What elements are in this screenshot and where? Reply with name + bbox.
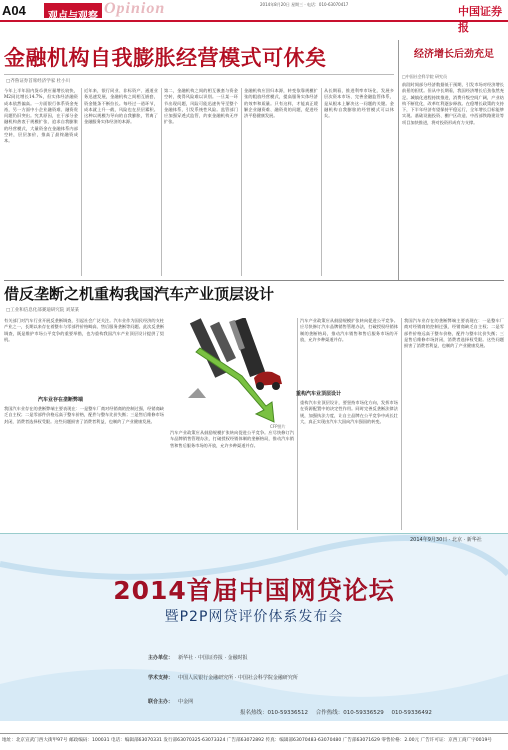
divider [4,280,504,281]
column-divider [81,88,82,276]
column-divider [401,318,402,530]
forum-advertisement [0,533,508,720]
sidebar-headline: 经济增长后劲充足 [414,49,494,60]
column-divider [241,88,242,276]
article-column: 汽车产业政策应从鼓励规模扩张转向促进公平竞争。应尽快修订汽车品牌销售管理办法，打破授权经销体制的垄断格局，推动汽车销售和售后服务市场的开放，允许多种渠道并存。 [300,318,398,342]
byline: □齐鲁证券首席经济学家 杜小川 [6,79,71,84]
byline: □工业和信息化部赛迪研究院 刘某某 [6,308,80,313]
article-column: 从长期看，推进利率市场化、发展多层次资本市场、完善金融监管体系，是从根本上解决这一问题的关键。金融机构自我膨胀的经营模式可以休矣。 [324,88,394,119]
newspaper-logo: 中国证券报 [458,5,502,34]
ad-row-label: 学术支持： [148,675,174,681]
article-column: 有关部门对汽车行业开展反垄断调查，引起社会广泛关注。汽车业作为国民经济的支柱产业之一，长期以来存在着整车与零部件价格畸高、售后服务垄断等问题。此次反垄断调查，既是维护市场公平竞争的重要举措，也为重构我国汽车产业顶层设计提供了契机。 [4,318,164,342]
illustration [168,318,296,426]
subhead: 重构汽车业顶层设计 [296,391,342,397]
column-divider [161,88,162,276]
ad-row-text: 新华社 · 中国证券报 · 金融时报 [178,655,248,661]
ad-row-text: 中金网 [178,699,194,705]
ad-date: 2014年9月30日 · 北京 · 新华社 [410,537,482,543]
sidebar-body: 前段时间部分经济数据低于预期，引发市场对经济增长前景的担忧。但从中长期看，我国经济增长后劲依然充足。城镇化进程持续推进，消费升级空间广阔，产业结构不断优化，改革红利逐步释放。在稳增长政策的支持下，下半年经济有望保持平稳运行，全年增长目标能够实现。基础设施投资、棚户区改造、中西部铁路建设等项目加快推进，将对投资形成有力支撑。 [402,82,504,125]
ad-row-label: 联合主办： [148,699,174,705]
sidebar-divider [398,40,399,280]
article-column: 今年上半年国内货币供应量增长较快，M2同比增长14.7%，但实体经济融资成本依然偏高。一方面银行体系资金充裕，另一方面中小企业融资难、融资贵问题仍旧突出。究其原因，在于部分金融机构热衷于规模扩张、追求自我膨胀的经营模式，大量资金在金融体系内部空转，层层加价，推高了最终融资成本。 [4,88,78,144]
ad-organizer-row [148,644,248,663]
ad-coorganizer-row [148,688,193,707]
article-column: 金融机构应回归本源，转变依靠规模扩张的粗放经营模式，提高服务实体经济的效率和质量。只有这样，才能真正缓解企业融资难、融资贵的问题，促进经济平稳健康发展。 [244,88,318,119]
main-headline: 金融机构自我膨胀经营模式可休矣 [4,46,327,70]
ad-title: 2014首届中国网贷论坛 [113,576,395,605]
subhead: 汽车业存在垄断弊端 [38,397,84,403]
article-column: 汽车产业政策应从鼓励规模扩张转向促进公平竞争。应尽快修订汽车品牌销售管理办法，打破授权经销体制的垄断格局，推动汽车销售和售后服务市场的开放，允许多种渠道并存。 [170,430,294,448]
article-column: 重构汽车业顶层设计，要坚持市场化方向，发挥市场在资源配置中的决定性作用。同时完善反垄断法律法规，加强执法力度，让自主品牌在公平竞争中成长壮大，真正实现由汽车大国向汽车强国的转变。 [300,400,398,424]
article-column: 我国汽车业存在的垄断弊端主要表现在：一是整车厂商对经销商的控制过强，经销商缺乏自主权；二是零部件价格远高于整车价格，配件与整车比价失衡；三是售后维修市场封闭，消费者选择权受限。这些问题损害了消费者利益，也制约了产业健康发展。 [4,406,164,424]
divider [4,74,394,75]
article-column: 第二，金融机构之间的相互嵌套与资金空转，使得风险难以识别。一旦某一环节出现问题，风险可能迅速传导至整个金融体系，引发系统性风险。监管部门应加强穿透式监管，约束金融机构无序扩张。 [164,88,238,125]
car-arrow-illustration [168,318,296,426]
image-caption: CFP图片 [270,424,286,429]
article-column: 近年来，银行同业、非标资产、通道业务迅速发展，金融机构之间相互嵌套，资金链条不断拉长。每经过一道环节，成本就上升一截，风险也在层层累积。这种以规模为导向的自我膨胀，背离了金融服务实体经济的本源。 [84,88,158,125]
column-divider [321,88,322,276]
column-divider [297,318,298,530]
ad-background-waves [0,534,508,721]
ad-subtitle: 暨P2P网贷评价体系发布会 [164,609,344,625]
second-headline: 借反垄断之机重构我国汽车产业顶层设计 [4,285,275,303]
page-number: A04 [2,3,26,18]
ad-row-text: 中国人民银行金融研究所 · 中国社会科学院金融研究所 [178,675,298,681]
ad-support-row [148,664,298,683]
ad-contacts: 报名热线：010-59336512 合作热线：010-59336529 010-59336492 [240,710,432,716]
page-footer: 地址：北京宣武门西大街甲97号 邮政编码：100031 电话：编辑部63070331 发行部63070325·63073324 广告部63072892 传真：编辑部63070483·63070480 广告部63071629 零售价格：2.00元 广告许可证：京西工商广字0019号 [0,733,508,750]
section-en-label: Opinion [104,0,166,17]
section-label: 观点与观察 [48,11,98,22]
masthead-info: 2014年8月20日 星期三 · 电话：010-63070417 [260,2,349,7]
article-column: 我国汽车业存在的垄断弊端主要表现在：一是整车厂商对经销商的控制过强，经销商缺乏自主权；二是零部件价格远高于整车价格，配件与整车比价失衡；三是售后维修市场封闭，消费者选择权受限。这些问题损害了消费者利益，也制约了产业健康发展。 [404,318,504,349]
section-tag [44,3,102,22]
ad-row-label: 主办单位： [148,655,174,661]
sidebar-byline: □中国社会科学院 研究员 [402,74,448,79]
